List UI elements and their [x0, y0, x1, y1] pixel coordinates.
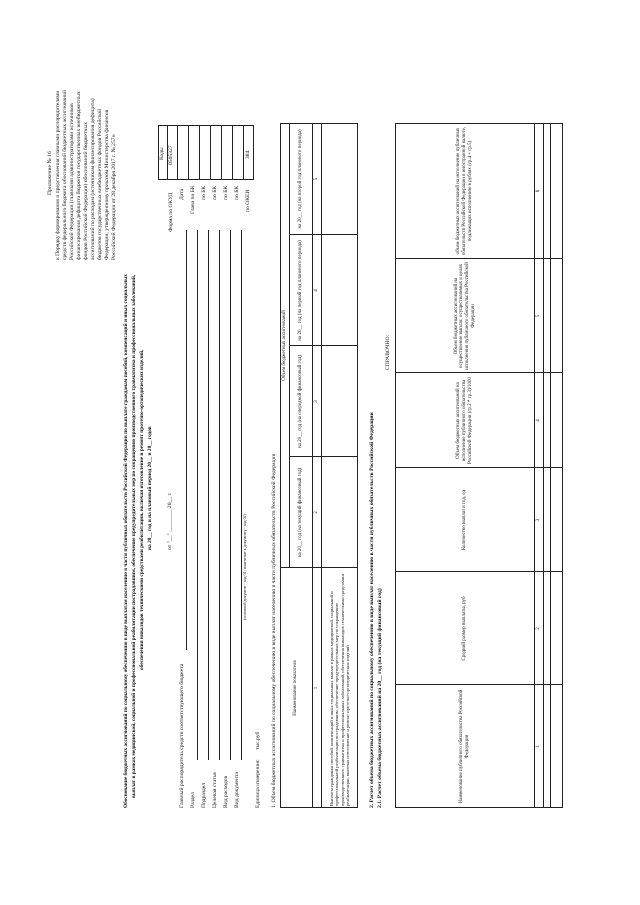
col-header: на 20__ год (на очередной финансовый год) [297, 354, 303, 449]
col-num: 5 [313, 177, 319, 181]
section2-subtitle: 2.1. Расчет объема бюджетных ассигнований на 20__ год (на текущий финансовый год) [377, 588, 383, 808]
col-name-header: Наименование показателя [293, 660, 299, 716]
appendix-line: Приложение № 16 [47, 151, 53, 195]
codes-divider [177, 125, 178, 180]
code-row-label: по БК [212, 185, 218, 200]
units-label: Единица измерения: [255, 759, 261, 808]
title-line-2: выплат в рамках медицинской, социальной и профессиональной реабилитации пострадавшим, обеспечение предупредительных мер по сокращению производственного травматизма и профессиональных заболеваний, [131, 274, 137, 798]
code-row-label: по БК [201, 185, 207, 200]
col-header: Средний размер выплаты, руб [462, 596, 468, 661]
col-num: 5 [535, 314, 541, 318]
reference-label: СПРАВОЧНО: [385, 334, 391, 370]
col-header: Наименование публичного обязательства Российской Федерации [459, 689, 470, 804]
col-num: 3 [313, 400, 319, 403]
rotated-sheet [40, 60, 600, 820]
col-header: на 20__ год (на текущий финансовый год) [297, 467, 303, 558]
appendix-line: фондов Российской Федерации) обоснований бюджетных [83, 122, 89, 260]
field-label: Подраздел [201, 782, 207, 808]
code-row-label: по БК [234, 185, 240, 200]
codes-divider [210, 125, 211, 180]
col-num: 1 [313, 686, 319, 690]
col-num: 4 [313, 289, 319, 292]
field-line [208, 230, 209, 760]
date-line: от "__" ________ 20__ г. [167, 492, 173, 550]
title-line-3: обеспечения инвалидов техническими средствами реабилитации, включая изготовление и ремонт протезно-ортопедических изделий, [139, 349, 145, 670]
appendix-line: финансирования дефицита бюджетов государственных внебюджетных [76, 91, 82, 260]
appendix-line: средств федерального бюджета обоснований бюджетных ассигнований [62, 89, 68, 260]
field-line [230, 230, 231, 760]
col-num: 2 [313, 511, 319, 514]
codes-divider [221, 125, 222, 180]
col-header: объем бюджетных ассигнований на исполнение публичных обязательств Российской Федерации в иностранной валюте, подлежащих исполнению в рублях (гр.4 + гр.5) [456, 126, 473, 256]
col-num: 4 [535, 419, 541, 422]
field-line [186, 230, 187, 650]
col-header: Количество выплат в год, ед [462, 489, 468, 551]
okei-label: по ОКЕИ [245, 189, 251, 212]
col-header: Объем бюджетных ассигнований на осуществление выплат, осуществляемых в целях исполнения публичного обязательства Российской Федерации [453, 262, 476, 370]
field-label: Вид документа [234, 772, 240, 808]
appendix-line: Федерации, утвержденному приказом Министерства финансов [104, 109, 110, 260]
form-code: 0505327 [168, 145, 174, 165]
form-label: Форма по ОКУД [168, 192, 174, 232]
col-header: Объем бюджетных ассигнований на исполнение публичного обязательства Российской Федерации (гр.2 * гр.3)/1000 [456, 376, 473, 465]
codes-divider [199, 125, 200, 180]
okei-code: 384 [245, 150, 251, 159]
field-label: Главный распорядитель средств соответствующего бюджета [179, 663, 185, 808]
doc-hint: (основной документ - код 01; изменение к документу - код 02) [242, 514, 247, 620]
total-row-frame [550, 123, 563, 808]
col-num: 6 [535, 189, 541, 193]
codes-divider [243, 125, 244, 180]
col-header: на 20__ год (на второй год планового периода) [297, 129, 303, 229]
col-num: 3 [535, 518, 541, 522]
field-label: Вид расходов [223, 775, 229, 808]
appendix-line: Российской Федерации от 28 декабря 2017 г. № 257н [111, 134, 117, 260]
units-value: тыс.руб [255, 731, 261, 750]
field-line [241, 230, 242, 760]
row-text: Выплаты гражданам пособий, компенсаций и иных социальных выплат в рамках медицинской, социальной и профессиональной реабилитации пострадавшим, обеспечение предупредительных мер по сокращению производственного травматизма и профессиональных заболеваний, обеспечения инвалидов техническими средствами реабилитации, включая изготовление и ремонт протезно-ортопедических изделий [328, 574, 350, 806]
group-header: Объем бюджетных ассигнований [281, 310, 287, 381]
title-line-1: Обоснование бюджетных ассигнований по социальному обеспечению в виде выплатам населению в части публичных обязательств Российской Федерации по выплате гражданам пособий, компенсаций и иных социальных [123, 274, 129, 808]
codes-divider [232, 125, 233, 180]
col-num: 2 [535, 627, 541, 630]
code-row-label: по БК [223, 185, 229, 200]
field-label: Раздел [190, 792, 196, 808]
appendix-line: ассигнований по расходам (источникам финансирования дефицита) [90, 98, 96, 260]
code-row-label: Дата [179, 188, 185, 200]
appendix-line: к Порядку формирования и представления главными распорядителями [55, 90, 61, 260]
field-line [197, 230, 198, 760]
codes-header: Коды [159, 147, 165, 160]
field-line [219, 230, 220, 760]
title-line-4: на 20__ год и на плановый период 20__ и 20__ годов [147, 426, 153, 550]
col-num: 1 [535, 745, 541, 748]
appendix-line: Российской Федерации (главными администраторами источников [69, 103, 75, 260]
code-row-label: Глава по БК [190, 185, 196, 214]
section1-title: 1. Объем бюджетных ассигнований по социальному обеспечению в виде выплат населению в части публичных обязательств Российской Федерации [271, 453, 277, 808]
section2-title: 2. Расчет объема бюджетных ассигнований по социальному обеспечению в виде выплат населению в части публичных обязательств Российской Федерации [369, 412, 375, 808]
table-hline [543, 123, 544, 808]
appendix-line: бюджетов государственных внебюджетных фондов Российской [97, 108, 103, 260]
field-label: Целевая статья [212, 772, 218, 808]
codes-divider [188, 125, 189, 180]
col-header: на 20__ год (на первый год планового периода) [297, 240, 303, 341]
